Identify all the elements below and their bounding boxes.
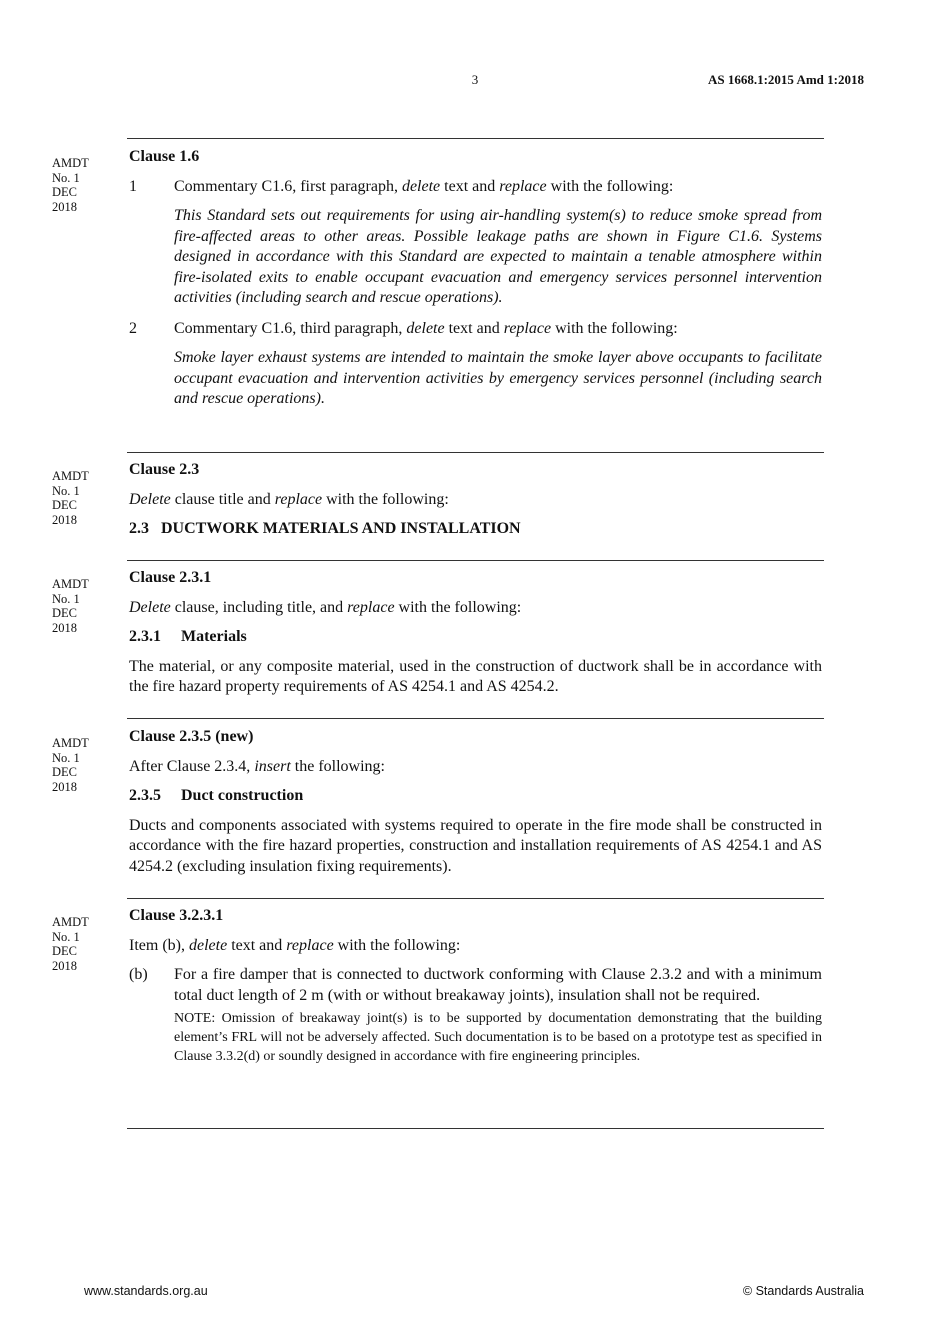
clause-title: Clause 1.6 [129,148,200,165]
section-divider [127,898,824,899]
clause-title: Clause 2.3.5 (new) [129,728,254,745]
item-number: 1 [129,177,137,195]
item-number: 2 [129,319,137,337]
section-divider [127,1128,824,1129]
list-item [129,965,822,1006]
amendment-margin-note: AMDT No. 1 DEC 2018 [52,156,89,214]
new-subclause-heading: 2.3.1 Materials [129,628,247,645]
new-clause-text: The material, or any composite material, used in the construction of ductwork shall be in accordance with the fire hazard property requirements of AS 4254.1 and AS 4254.2. [129,657,822,695]
section-divider [127,560,824,561]
new-subclause-heading: 2.3.5 Duct construction [129,787,304,804]
clause-title: Clause 2.3 [129,461,200,478]
section-divider [127,718,824,719]
amendment-margin-note: AMDT No. 1 DEC 2018 [52,915,89,973]
new-clause-text: Ducts and components associated with systems required to operate in the fire mode shall be constructed in accordance with the fire hazard properties, construction and installation requirements of AS 4254.1 and AS 4254.2 (excluding insulation fixing requirements). [129,816,822,875]
clause-title: Clause 3.2.3.1 [129,907,224,924]
amendment-margin-note: AMDT No. 1 DEC 2018 [52,469,89,527]
clause-title: Clause 2.3.1 [129,569,212,586]
instruction-text: After Clause 2.3.4, insert the following: [129,757,385,775]
replacement-text: Smoke layer exhaust systems are intended to maintain the smoke layer above occupants to facilitate occupant evacuation and intervention activities by emergency services personnel (including search and rescue operations). [174,349,822,407]
item-label: (b) [129,966,148,983]
replacement-text: This Standard sets out requirements for using air-handling system(s) to reduce smoke spread from fire-affected areas to other areas. Possible leakage paths are shown in Figure C1.6. Systems designed in accordance with this Standard are expected to maintain a tenable atmosphere within fire-isolated exits to enable occupant evacuation and emergency services personnel intervention activities (including search and rescue operations). [174,207,822,306]
instruction-item [129,319,822,340]
amendment-clause-1-6 [129,147,822,410]
footer-copyright: © Standards Australia [742,1284,864,1298]
amendment-clause-2-3 [129,460,822,540]
section-divider [127,452,824,453]
instruction-text: Item (b), delete text and replace with the following: [129,936,461,954]
item-text: Commentary C1.6, first paragraph, delete text and replace with the following: [174,177,674,195]
section-divider [127,138,824,139]
instruction-text: Delete clause title and replace with the following: [129,490,449,508]
item-text: Commentary C1.6, third paragraph, delete text and replace with the following: [174,319,678,337]
item-text: For a fire damper that is connected to ductwork conforming with Clause 2.3.2 and with a minimum total duct length of 2 m (with or without breakaway joints), insulation shall not be required. [174,966,822,1004]
page-number: 3 [471,72,479,87]
amendment-clause-2-3-1 [129,568,822,698]
document-identifier: AS 1668.1:2015 Amd 1:2018 [707,72,864,87]
footer-website: www.standards.org.au [84,1284,208,1298]
note-text: NOTE: Omission of breakaway joint(s) is to be supported by documentation demonstrating that the building element’s FRL will not be adversely affected. Such documentation is to be based on a prototype test as specified in Clause 3.3.2(d) or soundly designed in accordance with fire engineering principles. [174,1011,822,1064]
amendment-clause-2-3-5 [129,727,822,877]
amendment-margin-note: AMDT No. 1 DEC 2018 [52,577,89,635]
new-clause-heading: 2.3 DUCTWORK MATERIALS AND INSTALLATION [129,520,521,537]
instruction-text: Delete clause, including title, and replace with the following: [129,598,522,616]
amendment-clause-3-2-3-1 [129,906,822,1066]
amendment-margin-note: AMDT No. 1 DEC 2018 [52,736,89,794]
instruction-item [129,177,822,198]
